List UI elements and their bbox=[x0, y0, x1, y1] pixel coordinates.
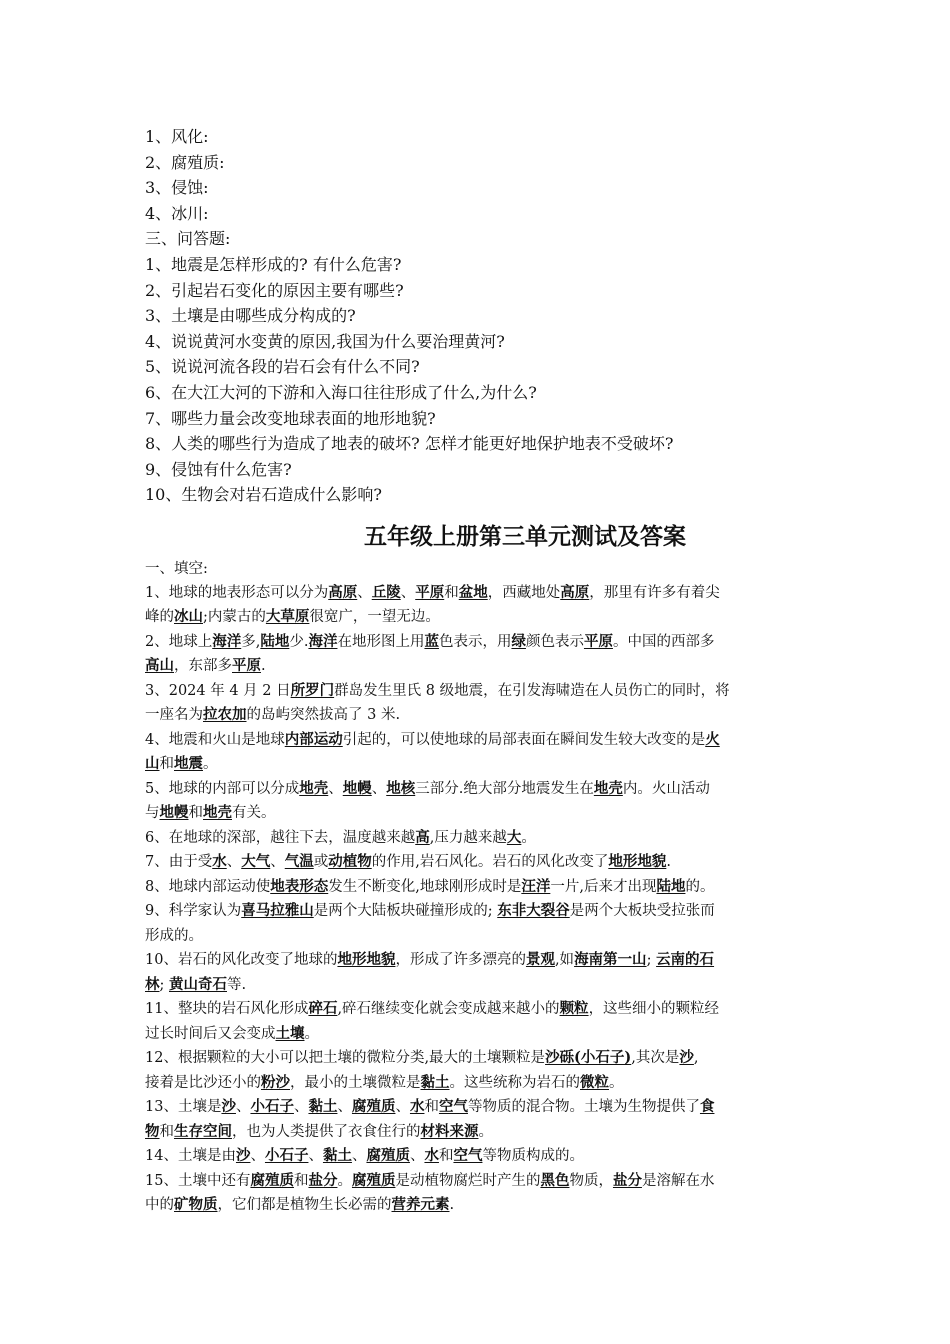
question-text: 12、根据颗粒的大小可以把土壤的微粒分类,最大的土壤颗粒是 bbox=[145, 1050, 546, 1067]
question-text: ,压力越来越 bbox=[429, 829, 507, 846]
question-item: 8、人类的哪些行为造成了地表的破坏? 怎样才能更好地保护地表不受破坏? bbox=[145, 434, 674, 454]
answer-text: 陆地 bbox=[260, 632, 290, 650]
answer-text: 小石子 bbox=[250, 1098, 294, 1116]
answer-text: 地壳 bbox=[299, 779, 329, 797]
fill-in-line bbox=[145, 777, 810, 802]
answer-text: 黏土 bbox=[322, 1147, 352, 1165]
question-text: . bbox=[449, 1197, 455, 1214]
answer-text: 平原 bbox=[232, 657, 261, 675]
answer-text: 陆地 bbox=[656, 877, 686, 895]
question-text: 5、地球的内部可以分成 bbox=[145, 780, 300, 797]
question-text: 和 bbox=[438, 1148, 454, 1165]
question-text: . bbox=[261, 658, 266, 675]
question-text: 8、地球内部运动使 bbox=[145, 878, 271, 895]
answer-text: 气温 bbox=[284, 853, 314, 871]
answer-text: 冰山 bbox=[174, 608, 203, 626]
question-item: 3、土壤是由哪些成分构成的? bbox=[145, 306, 356, 326]
question-text: 、 bbox=[337, 1099, 352, 1116]
question-text: 7、由于受 bbox=[145, 854, 213, 871]
answer-text: 景观 bbox=[525, 951, 555, 969]
question-text: 一片,后来才出现 bbox=[550, 878, 657, 895]
question-text: 颜色表示 bbox=[525, 633, 584, 650]
question-text: 11、整块的岩石风化形成 bbox=[145, 1001, 309, 1018]
question-text: 。中国的西部多 bbox=[612, 633, 715, 650]
question-text: ，最小的土壤微粒是 bbox=[290, 1074, 421, 1091]
question-text: 和 bbox=[293, 1172, 309, 1189]
answer-text: 云南的石 bbox=[656, 951, 715, 969]
question-text: 9、科学家认为 bbox=[145, 903, 242, 920]
question-item: 2、引起岩石变化的原因主要有哪些? bbox=[145, 280, 404, 300]
fill-in-line bbox=[145, 605, 810, 630]
fill-in-line bbox=[145, 1046, 810, 1071]
question-text: 。这些统称为岩石的 bbox=[449, 1074, 580, 1091]
question-text: 。 bbox=[304, 1025, 319, 1042]
question-text: 、 bbox=[395, 1099, 410, 1116]
question-text: 内。火山活动 bbox=[622, 780, 710, 797]
fill-in-line bbox=[145, 924, 810, 949]
question-text: 14、土壤是由 bbox=[145, 1148, 236, 1165]
question-text: 。 bbox=[337, 1172, 352, 1189]
answer-text: 粉沙 bbox=[261, 1073, 290, 1091]
answer-text: 动植物 bbox=[328, 853, 372, 871]
question-text: ，那里有许多有着尖 bbox=[589, 584, 720, 601]
answer-text: 蓝 bbox=[424, 632, 439, 650]
question-text: ，西藏地处 bbox=[487, 584, 561, 601]
term-list bbox=[145, 124, 810, 226]
question-text: 、 bbox=[250, 1148, 265, 1165]
answer-text: 地核 bbox=[386, 779, 416, 797]
term-item: 2、腐殖质: bbox=[145, 152, 225, 172]
answer-text: 黑色 bbox=[540, 1171, 570, 1189]
fill-in-line bbox=[145, 1169, 810, 1194]
fill-in-line bbox=[145, 973, 810, 998]
term-item: 3、侵蚀: bbox=[145, 178, 209, 198]
answer-text: 水 bbox=[409, 1098, 425, 1116]
answer-text: 拉农加 bbox=[203, 706, 247, 724]
fill-in-line bbox=[145, 1095, 810, 1120]
question-text: 。 bbox=[203, 756, 218, 773]
fill-in-line bbox=[145, 1071, 810, 1096]
answer-text: 绿 bbox=[511, 632, 526, 650]
fill-in-line bbox=[145, 801, 810, 826]
answer-text: 水 bbox=[212, 853, 227, 871]
question-text: 或 bbox=[313, 854, 329, 871]
question-text: 和 bbox=[159, 1123, 174, 1140]
fill-in-line bbox=[145, 850, 810, 875]
fill-in-line bbox=[145, 899, 810, 924]
term-item: 4、冰川: bbox=[145, 203, 209, 223]
question-text: 6、在地球的深部，越往下去，温度越来越 bbox=[145, 829, 416, 846]
fill-in-line bbox=[145, 1144, 810, 1169]
answer-text: 黏土 bbox=[420, 1073, 450, 1091]
question-text: 15、土壤中还有 bbox=[145, 1172, 251, 1189]
answer-text: 地震 bbox=[174, 755, 203, 773]
answer-text: 沙 bbox=[221, 1098, 236, 1116]
answer-text: 生存空间 bbox=[174, 1122, 232, 1140]
fill-in-line bbox=[145, 752, 810, 777]
question-text: 10、岩石的风化改变了地球的 bbox=[145, 952, 338, 969]
question-text: 是溶解在水 bbox=[641, 1172, 715, 1189]
question-text: 引起的，可以使地球的局部表面在瞬间发生较大改变的是 bbox=[342, 731, 706, 748]
question-text: 是两个大陆板块碰撞形成的; bbox=[313, 903, 498, 920]
answer-text: 物 bbox=[145, 1122, 160, 1140]
question-text: 群岛发生里氏 8 级地震，在引发海啸造在人员伤亡的同时，将 bbox=[334, 682, 730, 699]
answer-text: 空气 bbox=[438, 1098, 468, 1116]
question-text: 。 bbox=[478, 1123, 493, 1140]
answer-text: 高山 bbox=[145, 657, 174, 675]
fill-in-line bbox=[145, 948, 810, 973]
answer-text: 所罗门 bbox=[290, 681, 335, 699]
question-text: 三部分.绝大部分地震发生在 bbox=[415, 780, 594, 797]
question-text: 等物质的混合物。土壤为生物提供了 bbox=[467, 1099, 700, 1116]
question-text: 和 bbox=[444, 584, 459, 601]
question-text: ,其次是 bbox=[631, 1050, 680, 1067]
question-text: 、 bbox=[357, 584, 372, 601]
answer-text: 黏土 bbox=[308, 1098, 338, 1116]
question-text: 、 bbox=[308, 1148, 323, 1165]
question-text: 、 bbox=[235, 1099, 251, 1116]
answer-text: 营养元素 bbox=[391, 1196, 450, 1214]
question-text: . bbox=[666, 854, 671, 871]
answer-text: 高 bbox=[415, 828, 430, 846]
question-text: 等. bbox=[227, 976, 247, 993]
answer-text: 水 bbox=[424, 1147, 439, 1165]
answer-text: 东非大裂谷 bbox=[497, 902, 570, 920]
fill-in-line bbox=[145, 581, 810, 606]
question-text: ，东部多 bbox=[174, 658, 232, 675]
answer-text: 海洋 bbox=[212, 632, 242, 650]
fill-in-line bbox=[145, 826, 810, 851]
answer-text: 地形地貌 bbox=[608, 853, 667, 871]
answer-text: 林 bbox=[145, 975, 160, 993]
answer-text: 高原 bbox=[560, 583, 590, 601]
answer-text: 海南第一山 bbox=[574, 951, 647, 969]
answer-text: 空气 bbox=[453, 1147, 483, 1165]
answer-text: 沙砾(小石子) bbox=[545, 1049, 632, 1067]
question-text: 的作用,岩石风化。岩石的风化改变了 bbox=[371, 854, 609, 871]
answer-text: 腐殖质 bbox=[366, 1147, 410, 1165]
question-text: 的岛屿突然拔高了 3 米. bbox=[246, 707, 401, 724]
question-text: 2、地球上 bbox=[145, 633, 213, 650]
question-text: ，形成了许多漂亮的 bbox=[395, 952, 526, 969]
answer-text: 内部运动 bbox=[284, 730, 343, 748]
question-text: ，这些细小的颗粒经 bbox=[588, 1001, 720, 1018]
answer-text: 盐分 bbox=[308, 1171, 338, 1189]
fill-in-line bbox=[145, 875, 810, 900]
answer-text: 大草原 bbox=[265, 608, 310, 626]
answer-text: 山 bbox=[145, 755, 160, 773]
question-text: 。 bbox=[521, 829, 536, 846]
question-text: 、 bbox=[400, 584, 416, 601]
answer-text: 大气 bbox=[241, 853, 271, 871]
answer-text: 沙 bbox=[679, 1049, 694, 1067]
answer-text: 地壳 bbox=[203, 804, 232, 822]
answer-text: 材料来源 bbox=[420, 1122, 479, 1140]
question-text: 很宽广，一望无边。 bbox=[309, 609, 440, 626]
question-text: 、 bbox=[351, 1148, 367, 1165]
section-heading-qa: 三、问答题: bbox=[145, 229, 231, 249]
term-item: 1、风化: bbox=[145, 127, 209, 146]
question-text: ;内蒙古的 bbox=[203, 609, 266, 626]
question-text: 是两个大板块受拉张而 bbox=[569, 903, 715, 920]
answer-text: 海洋 bbox=[308, 632, 338, 650]
question-text: 、 bbox=[226, 854, 242, 871]
fill-in-line bbox=[145, 1022, 810, 1047]
answer-text: 大 bbox=[506, 828, 522, 846]
answer-text: 盐分 bbox=[612, 1171, 642, 1189]
question-text: ,碎石继续变化就会变成越来越小的 bbox=[337, 1001, 560, 1018]
question-list bbox=[145, 252, 810, 508]
answer-text: 地表形态 bbox=[270, 877, 329, 895]
question-text: 、 bbox=[371, 780, 387, 797]
question-text: 、 bbox=[328, 780, 343, 797]
question-text: 与 bbox=[145, 805, 160, 822]
question-text: ，也为人类提供了衣食住行的 bbox=[232, 1123, 421, 1140]
question-text: 在地形图上用 bbox=[337, 633, 425, 650]
question-text: 等物质构成的。 bbox=[482, 1148, 584, 1165]
question-text: 、 bbox=[293, 1099, 309, 1116]
answer-text: 矿物质 bbox=[174, 1196, 218, 1214]
question-text: 、 bbox=[270, 854, 285, 871]
question-text: 接着是比沙还小的 bbox=[145, 1074, 261, 1091]
question-text: 。 bbox=[609, 1074, 624, 1091]
answer-text: 腐殖质 bbox=[351, 1098, 396, 1116]
fill-in-line bbox=[145, 679, 810, 704]
answer-text: 腐殖质 bbox=[250, 1171, 294, 1189]
question-item: 5、说说河流各段的岩石会有什么不同? bbox=[145, 357, 420, 377]
answer-text: 地幔 bbox=[342, 779, 372, 797]
fill-in-list bbox=[145, 581, 810, 1218]
answer-text: 碎石 bbox=[308, 1000, 338, 1018]
fill-in-line bbox=[145, 630, 810, 655]
question-text: 3、2024 年 4 月 2 日 bbox=[145, 682, 291, 699]
question-text: 有关。 bbox=[232, 805, 276, 822]
question-text: ,如 bbox=[554, 952, 575, 969]
question-text: 中的 bbox=[145, 1197, 174, 1214]
answer-text: 火 bbox=[705, 730, 720, 748]
question-text: 和 bbox=[188, 805, 203, 822]
answer-text: 平原 bbox=[415, 583, 445, 601]
question-text: 13、土壤是 bbox=[145, 1099, 222, 1116]
question-text: 少. bbox=[289, 633, 309, 650]
answer-text: 丘陵 bbox=[371, 583, 401, 601]
question-item: 6、在大江大河的下游和入海口往往形成了什么,为什么? bbox=[145, 382, 537, 402]
answer-text: 地壳 bbox=[593, 779, 623, 797]
question-text: 峰的 bbox=[145, 609, 174, 626]
fill-in-line bbox=[145, 1120, 810, 1145]
answer-text: 食 bbox=[699, 1098, 715, 1116]
question-text: 的。 bbox=[685, 878, 715, 895]
question-item: 10、生物会对岩石造成什么影响? bbox=[145, 485, 382, 505]
question-text: ，它们都是植物生长必需的 bbox=[217, 1197, 392, 1214]
answer-text: 沙 bbox=[235, 1147, 251, 1165]
answer-text: 高原 bbox=[328, 583, 358, 601]
question-text: 过长时间后又会变成 bbox=[145, 1025, 276, 1042]
answer-text: 黄山奇石 bbox=[169, 975, 227, 993]
answer-text: 平原 bbox=[583, 632, 613, 650]
document-page bbox=[145, 124, 810, 1218]
answer-text: 地幔 bbox=[159, 804, 189, 822]
fill-in-line bbox=[145, 654, 810, 679]
question-text: 色表示，用 bbox=[438, 633, 512, 650]
question-text: ; bbox=[646, 952, 657, 969]
answer-text: 腐殖质 bbox=[351, 1171, 396, 1189]
question-item: 7、哪些力量会改变地球表面的地形地貌? bbox=[145, 408, 436, 428]
question-text: 一座名为 bbox=[145, 707, 203, 724]
answer-text: 微粒 bbox=[580, 1073, 609, 1091]
question-text: 形成的。 bbox=[145, 927, 203, 944]
question-text: 1、地球的地表形态可以分为 bbox=[145, 584, 329, 601]
question-text: 是动植物腐烂时产生的 bbox=[395, 1172, 541, 1189]
answer-text: 地形地貌 bbox=[337, 951, 396, 969]
fill-in-line bbox=[145, 1193, 810, 1218]
fill-in-line bbox=[145, 703, 810, 728]
question-text: ; bbox=[159, 976, 169, 993]
question-text: 、 bbox=[409, 1148, 425, 1165]
answer-text: 土壤 bbox=[275, 1024, 305, 1042]
question-item: 9、侵蚀有什么危害? bbox=[145, 459, 292, 479]
fill-in-line bbox=[145, 997, 810, 1022]
question-text: , bbox=[693, 1050, 699, 1067]
question-text: 物质， bbox=[569, 1172, 613, 1189]
question-text: 4、地震和火山是地球 bbox=[145, 731, 285, 748]
question-text: 发生不断变化,地球刚形成时是 bbox=[328, 878, 522, 895]
fill-in-line bbox=[145, 728, 810, 753]
answer-text: 喜马拉雅山 bbox=[241, 902, 314, 920]
answer-text: 颗粒 bbox=[559, 1000, 589, 1018]
document-title: 五年级上册第三单元测试及答案 bbox=[364, 523, 686, 550]
answer-text: 盆地 bbox=[458, 583, 488, 601]
question-text: 和 bbox=[159, 756, 174, 773]
question-item: 4、说说黄河水变黄的原因,我国为什么要治理黄河? bbox=[145, 331, 505, 351]
question-text: 和 bbox=[424, 1099, 439, 1116]
question-item: 1、地震是怎样形成的? 有什么危害? bbox=[145, 254, 402, 274]
answer-text: 小石子 bbox=[264, 1147, 309, 1165]
answer-text: 汪洋 bbox=[521, 877, 551, 895]
question-text: 多, bbox=[241, 633, 261, 650]
section-heading-fill: 一、填空: bbox=[145, 560, 208, 577]
